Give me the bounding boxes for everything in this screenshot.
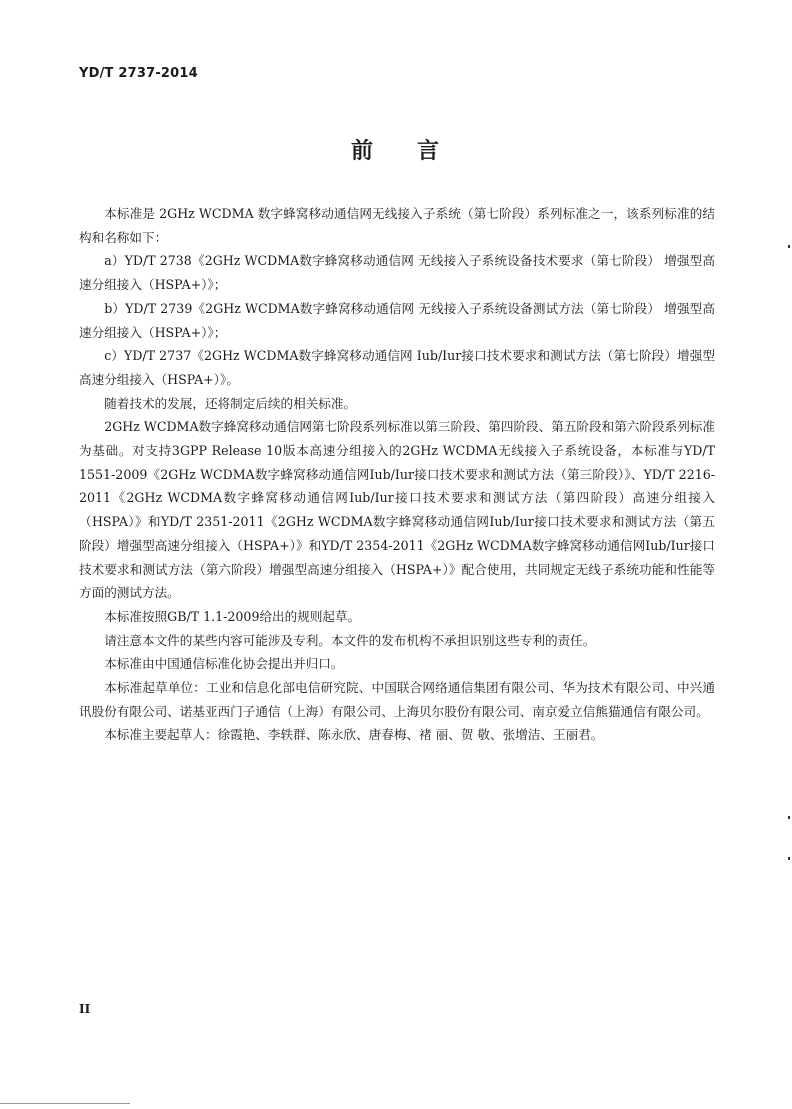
- scan-edge-mark: [788, 816, 790, 819]
- paragraph-drafting-units: 本标准起草单位：工业和信息化部电信研究院、中国联合网络通信集团有限公司、华为技术有限公司、中兴通讯股份有限公司、诺基亚西门子通信（上海）有限公司、上海贝尔股份有限公司、南京爱立信熊猫通信有限公司。: [79, 680, 715, 719]
- paragraph-patent-notice: 请注意本文件的某些内容可能涉及专利。本文件的发布机构不承担识别这些专利的责任。: [104, 632, 596, 648]
- paragraph-drafting-rules: 本标准按照GB/T 1.1-2009给出的规则起草。: [104, 608, 361, 624]
- page-title: [0, 134, 792, 165]
- foreword-body: [79, 202, 715, 747]
- paragraph-intro: 本标准是 2GHz WCDMA 数字蜂窝移动通信网无线接入子系统（第七阶段）系列标准之一，该系列标准的结构和名称如下：: [79, 206, 715, 245]
- title-char-2: 言: [417, 139, 442, 164]
- title-char-1: 前: [350, 139, 375, 164]
- scan-edge-mark: [788, 857, 790, 860]
- standard-code-header: YD/T 2737-2014: [79, 66, 198, 81]
- page-number: II: [79, 1002, 91, 1016]
- scan-edge-line: [0, 1103, 130, 1104]
- paragraph-drafters: 本标准主要起草人：徐霞艳、李轶群、陈永欣、唐春梅、褚 丽、贺 敬、张增洁、王丽君。: [104, 727, 604, 743]
- paragraph-item-a: a）YD/T 2738《2GHz WCDMA数字蜂窝移动通信网 无线接入子系统设备技术要求（第七阶段） 增强型高速分组接入（HSPA+）》；: [79, 253, 715, 293]
- paragraph-basis: 2GHz WCDMA数字蜂窝移动通信网第七阶段系列标准以第三阶段、第四阶段、第五阶段和第六阶段系列标准为基础。对支持3GPP Release 10版本高速分组接入的2GHz WCDMA无线接入子系统设备，本标准与YD/T 1551-2009《2GHz WCDMA数字蜂窝移动通信网Iub/Iur接口技术要求和测试方法（第三阶段）》、YD/T 2216-2011《2GHz WCDMA数字蜂窝移动通信网Iub/Iur接口技术要求和测试方法（第四阶段）高速分组接入（HSPA）》和YD/T 2351-2011《2GHz WCDMA数字蜂窝移动通信网Iub/Iur接口技术要求和测试方法（第五阶段）增强型高速分组接入（HSPA+）》和YD/T 2354-2011《2GHz WCDMA数字蜂窝移动通信网Iub/Iur接口技术要求和测试方法（第六阶段）增强型高速分组接入（HSPA+）》配合使用，共同规定无线子系统功能和性能等方面的测试方法。: [79, 419, 715, 601]
- paragraph-item-b: b）YD/T 2739《2GHz WCDMA数字蜂窝移动通信网 无线接入子系统设备测试方法（第七阶段） 增强型高速分组接入（HSPA+）》；: [79, 300, 715, 340]
- scan-edge-mark: [788, 245, 790, 248]
- paragraph-item-c: c）YD/T 2737《2GHz WCDMA数字蜂窝移动通信网 Iub/Iur接口技术要求和测试方法（第七阶段）增强型高速分组接入（HSPA+）》。: [79, 348, 715, 387]
- paragraph-future-standards: 随着技术的发展，还将制定后续的相关标准。: [104, 395, 357, 411]
- paragraph-proposer: 本标准由中国通信标准化协会提出并归口。: [104, 656, 344, 672]
